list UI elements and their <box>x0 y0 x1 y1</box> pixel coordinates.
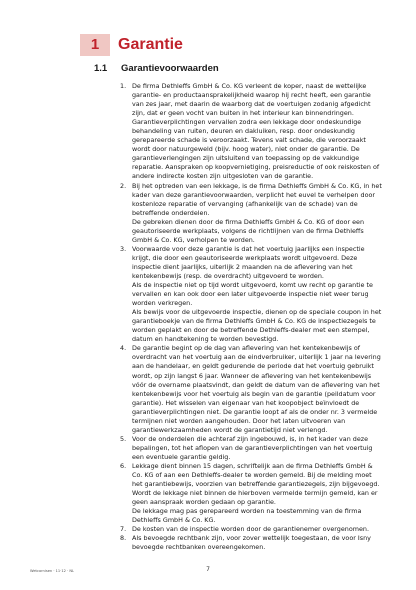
list-item-paragraph: Als bewijs voor de uitgevoerde inspectie, dienen op de speciale coupon in het garantieboekje van de firma Dethleffs GmbH & Co. KG de inspectiezegels te worden geplakt en door de betreffende Dethleffs-dealer met een stempel, datum en handtekening te worden bevestigd. <box>132 308 382 344</box>
list-item-number: 2. <box>120 181 127 190</box>
list-item <box>120 462 382 525</box>
list-item <box>120 344 382 434</box>
list-item-paragraph: De firma Dethleffs GmbH & Co. KG verleent de koper, naast de wettelijke garantie- en productaansprakelijkheid waarop hij recht heeft, een garantie van zes jaar, met daarin de waarborg dat de voertuigen zodanig afgedicht zijn, dat er geen vocht van buiten in het interieur kan binnendringen. <box>132 82 371 118</box>
list-item-number: 6. <box>120 461 127 470</box>
list-item-paragraph: Voor de onderdelen die achteraf zijn ingebouwd, is, in het kader van deze bepalingen, tot het aflopen van de garantieverplichtingen van het voertuig een eventuele garantie geldig. <box>132 434 373 461</box>
chapter-number-box: 1 <box>80 34 110 56</box>
section-number: 1.1 <box>94 63 108 74</box>
page-number: 7 <box>206 566 210 573</box>
list-item-paragraph: De gebreken dienen door de firma Dethleffs GmbH & Co. KG of door een geautoriseerde werkplaats, volgens de richtlijnen van de firma Dethleffs GmbH & Co. KG, verholpen te worden. <box>132 217 365 244</box>
list-item <box>120 435 382 462</box>
list-item <box>120 182 382 245</box>
list-item-number: 8. <box>120 534 127 543</box>
list-item <box>120 525 382 534</box>
list-item-paragraph: Als bevoegde rechtbank zijn, voor zover wettelijk toegestaan, de voor Isny bevoegde rechtbanken overeengekomen. <box>132 534 371 552</box>
list-item-number: 7. <box>120 525 127 534</box>
warranty-terms-list <box>120 82 382 552</box>
list-item-paragraph: De garantie begint op de dag van aflevering van het kentekenbewijs of overdracht van het voertuig aan de eindverbruiker, uiterlijk 1 jaar na levering aan de handelaar, en geldt gedurende de periode dat het voertuig gebruikt wordt, op zijn langst 6 jaar. Wanneer de aflevering van het kentekenbewijs vóór de overname plaatsvindt, dan geldt de datum van de aflevering van het kentekenbewijs voor het voertuig als begin van de garantie (peildatum voor garantie). Het wisselen van eigenaar van het koopobject beïnvloedt de garantieverplichtingen niet. De garantie loopt af als de onder nr. 3 vermelde termijnen niet worden aangehouden. Door het laten uitvoeren van garantiewerkzaamheden wordt de garantietijd niet verlengd. <box>132 344 381 434</box>
list-item-number: 3. <box>120 244 127 253</box>
list-item-paragraph: Garantieverplichtingen vervallen zodra een lekkage door ondeskundige behandeling van ruiten, deuren en dakluiken, resp. door ondeskundig gerepareerde schade is veroorzaakt. Tevens valt schade, die veroorzaakt wordt door natuurgeweld (bijv. hoog water), niet onder de garantie. De garantieverlengingen zijn uitsluitend van toepassing op de vakkundige reparatie. Aanspraken op koopvernietiging, preisreductie of ook reiskosten of andere indirecte kosten zijn uitgesloten van de garantie. <box>132 118 380 181</box>
list-item <box>120 245 382 345</box>
list-item-paragraph: Lekkage dient binnen 15 dagen, schriftelijk aan de firma Dethleffs GmbH & Co. KG of aan een Dethleffs-dealer te worden gemeld. Bij de melding moet het garantiebewijs, voorzien van betreffende garantiezegels, zijn bijgevoegd. Wordt de lekkage niet binnen de hierboven vermelde termijn gemeld, kan er geen aanspraak worden gedaan op garantie. <box>132 461 380 507</box>
list-item-paragraph: Als de inspectie niet op tijd wordt uitgevoerd, komt uw recht op garantie te vervallen en kan ook door een later uitgevoerde inspectie niet weer terug worden verkregen. <box>132 281 373 308</box>
list-item <box>120 82 382 182</box>
footer-reference: Wetcornisen · 11·12 · NL <box>30 569 75 573</box>
list-item-paragraph: De lekkage mag pas gerepareerd worden na toestemming van de firma Dethleffs GmbH & Co. KG. <box>132 507 362 525</box>
chapter-title: Garantie <box>118 36 183 53</box>
section-title: Garantievoorwaarden <box>121 63 219 74</box>
list-item-number: 4. <box>120 344 127 353</box>
list-item-paragraph: Bij het optreden van een lekkage, is de firma Dethleffs GmbH & Co. KG, in het kader van deze garantievoorwaarden, verplicht het euvel te verhelpen door kostenloze reparatie of vervanging (afhankelijk van de schade) van de betreffende onderdelen. <box>132 181 382 217</box>
list-item-number: 1. <box>120 82 127 90</box>
list-item-number: 5. <box>120 434 127 443</box>
list-item-paragraph: Voorwaarde voor deze garantie is dat het voertuig jaarlijks een inspectie krijgt, die door een geautoriseerde werkplaats wordt uitgevoerd. Deze inspectie dient jaarlijks, uiterlijk 2 maanden na de aflevering van het kentekenbewijs (resp. de overdracht) uitgevoerd te worden. <box>132 244 365 280</box>
list-item-paragraph: De kosten van de inspectie worden door de garantienemer overgenomen. <box>132 525 369 534</box>
list-item <box>120 534 382 552</box>
